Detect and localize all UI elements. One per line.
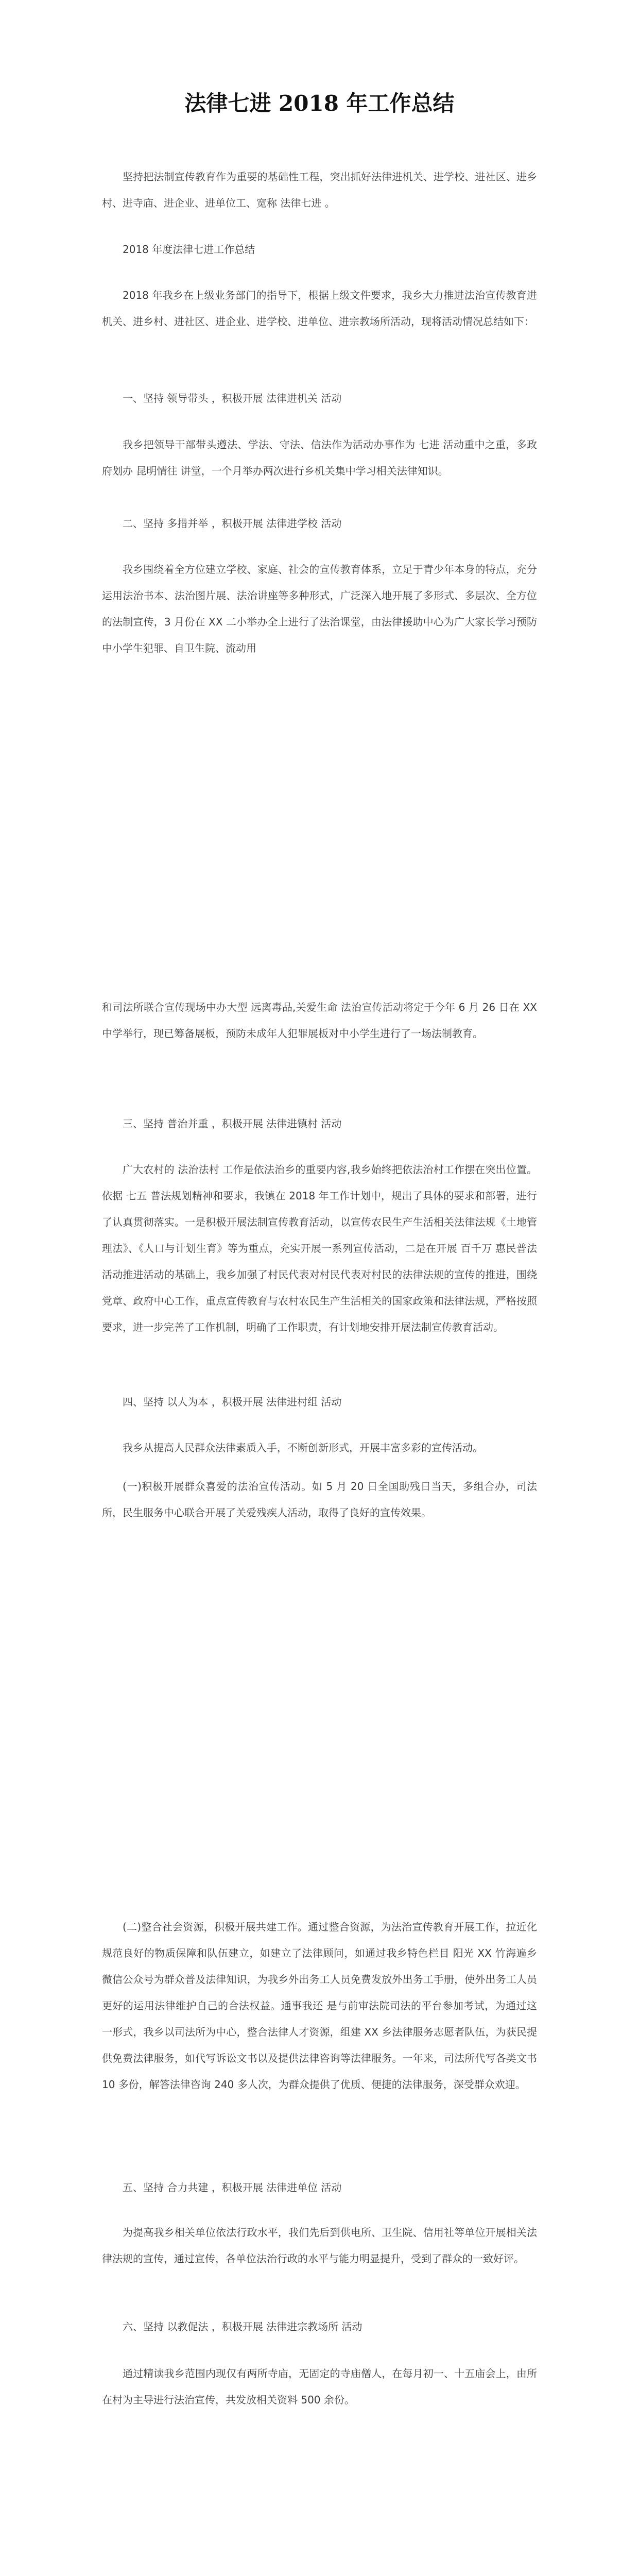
section-heading-4: 四、坚持 以人为本 ，积极开展 法律进村组 活动 xyxy=(123,1396,342,1408)
section-heading-3: 三、坚持 普治并重 ，积极开展 法律进镇村 活动 xyxy=(123,1117,342,1130)
section-paragraph-1: 我乡把领导干部带头遵法、学法、守法、信法作为活动办事作为 七进 活动重中之重，多政府划办 昆明情往 讲堂，一个月举办两次进行乡机关集中学习相关法律知识。 xyxy=(102,438,537,477)
section-heading-5: 五、坚持 合力共建 ，积极开展 法律进单位 活动 xyxy=(123,2181,342,2194)
section-paragraph-4b: (二)整合社会资源，积极开展共建工作。通过整合资源，为法治宣传教育开展工作，拉近化规范良好的物质保障和队伍建立，如建立了法律顾问，如通过我乡特色栏目 阳光 XX 竹海遍乡 微信公众号为群众普及法律知识，为我乡外出务工人员免费发放外出务工手册，使外出务工人员更好的运用法律维护自己的合法权益。通事我还 是与前审法院司法的平台参加考试，为通过这一形式，我乡以司法所为中心，整合法律人才资源，组建 XX 乡法律服务志愿者队伍，为获民提供免费法律服务，如代写诉讼文书以及提供法律咨询等法律服务。一年来，司法所代写各类文书 10 多份，解答法律咨询 240 多人次，为群众提供了优质、便捷的法律服务，深受群众欢迎。 xyxy=(102,1921,537,2091)
section-heading-2: 二、坚持 多措并举 ，积极开展 法律进学校 活动 xyxy=(123,517,342,530)
section-heading-1: 一、坚持 领导带头 ，积极开展 法律进机关 活动 xyxy=(123,392,342,404)
subtitle: 2018 年度法律七进工作总结 xyxy=(123,243,255,256)
overview-paragraph: 2018 年我乡在上级业务部门的指导下，根据上级文件要求，我乡大力推进法治宣传教育进机关、进乡村、进社区、进企业、进学校、进单位、进宗教场所活动，现将活动情况总结如下： xyxy=(102,289,537,328)
section-paragraph-4: 我乡从提高人民群众法律素质入手，不断创新形式，开展丰富多彩的宣传活动。 xyxy=(123,1442,483,1454)
section-paragraph-3: 广大农村的 法治法村 工作是依法治乡的重要内容,我乡始终把依法治村工作摆在突出位置。依据 七五 普法规划精神和要求，我镇在 2018 年工作计划中，规出了具体的要求和部署，进行了认真贯彻落实。一是积极开展法制宣传教育活动，以宣传农民生产生活相关法律法规《土地管理法》、《人口与计划生育》等为重点，充实开展一系列宣传活动，二是在开展 百千万 惠民普法活动推进活动的基础上，我乡加强了村民代表对村民代表对村民的法律法规的宣传的推进，围绕党章、政府中心工作，重点宣传教育与农村农民生产生活相关的国家政策和法律法规，严格按照要求，进一步完善了工作机制，明确了工作职责，有计划地安排开展法制宣传教育活动。 xyxy=(102,1163,537,1333)
section-paragraph-2: 我乡围绕着全方位建立学校、家庭、社会的宣传教育体系，立足于青少年本身的特点，充分运用法治书本、法治图片展、法治讲座等多种形式，广泛深入地开展了多形式、多层次、全方位的法制宣传，3 月份在 XX 二小举办全上进行了法治课堂，由法律援助中心为广大家长学习预防中小学生犯罪、自卫生院、流动用 xyxy=(102,563,537,654)
intro-paragraph: 坚持把法制宣传教育作为重要的基础性工程，突出抓好法律进机关、进学校、进社区、进乡村、进寺庙、进企业、进单位工、宽称 法律七进 。 xyxy=(102,171,537,209)
section-heading-6: 六、坚持 以教促法 ，积极开展 法律进宗教场所 活动 xyxy=(123,2320,362,2333)
section-paragraph-5: 为提高我乡相关单位依法行政水平，我们先后到供电所、卫生院、信用社等单位开展相关法律法规的宣传，通过宣传，各单位法治行政的水平与能力明显提升，受到了群众的一致好评。 xyxy=(102,2226,537,2265)
section-paragraph-4a: (一)积极开展群众喜爱的法治宣传活动。如 5 月 20 日全国助残日当天，多组合办，司法所，民生服务中心联合开展了关爱残疾人活动，取得了良好的宣传效果。 xyxy=(102,1480,537,1519)
section-paragraph-6: 通过精读我乡范围内现仅有两所寺庙，无固定的寺庙僧人，在每月初一、十五庙会上，由所在村为主导进行法治宣传，共发放相关资料 500 余份。 xyxy=(102,2367,537,2406)
document-title: 法律七进 2018 年工作总结 xyxy=(184,91,455,116)
section-paragraph-2-continued: 和司法所联合宣传现场中办大型 远离毒品,关爱生命 法治宣传活动将定于今年 6 月 26 日在 XX 中学举行，现已筹备展板，预防未成年人犯罪展板对中小学生进行了一场法制教育。 xyxy=(102,1001,537,1040)
